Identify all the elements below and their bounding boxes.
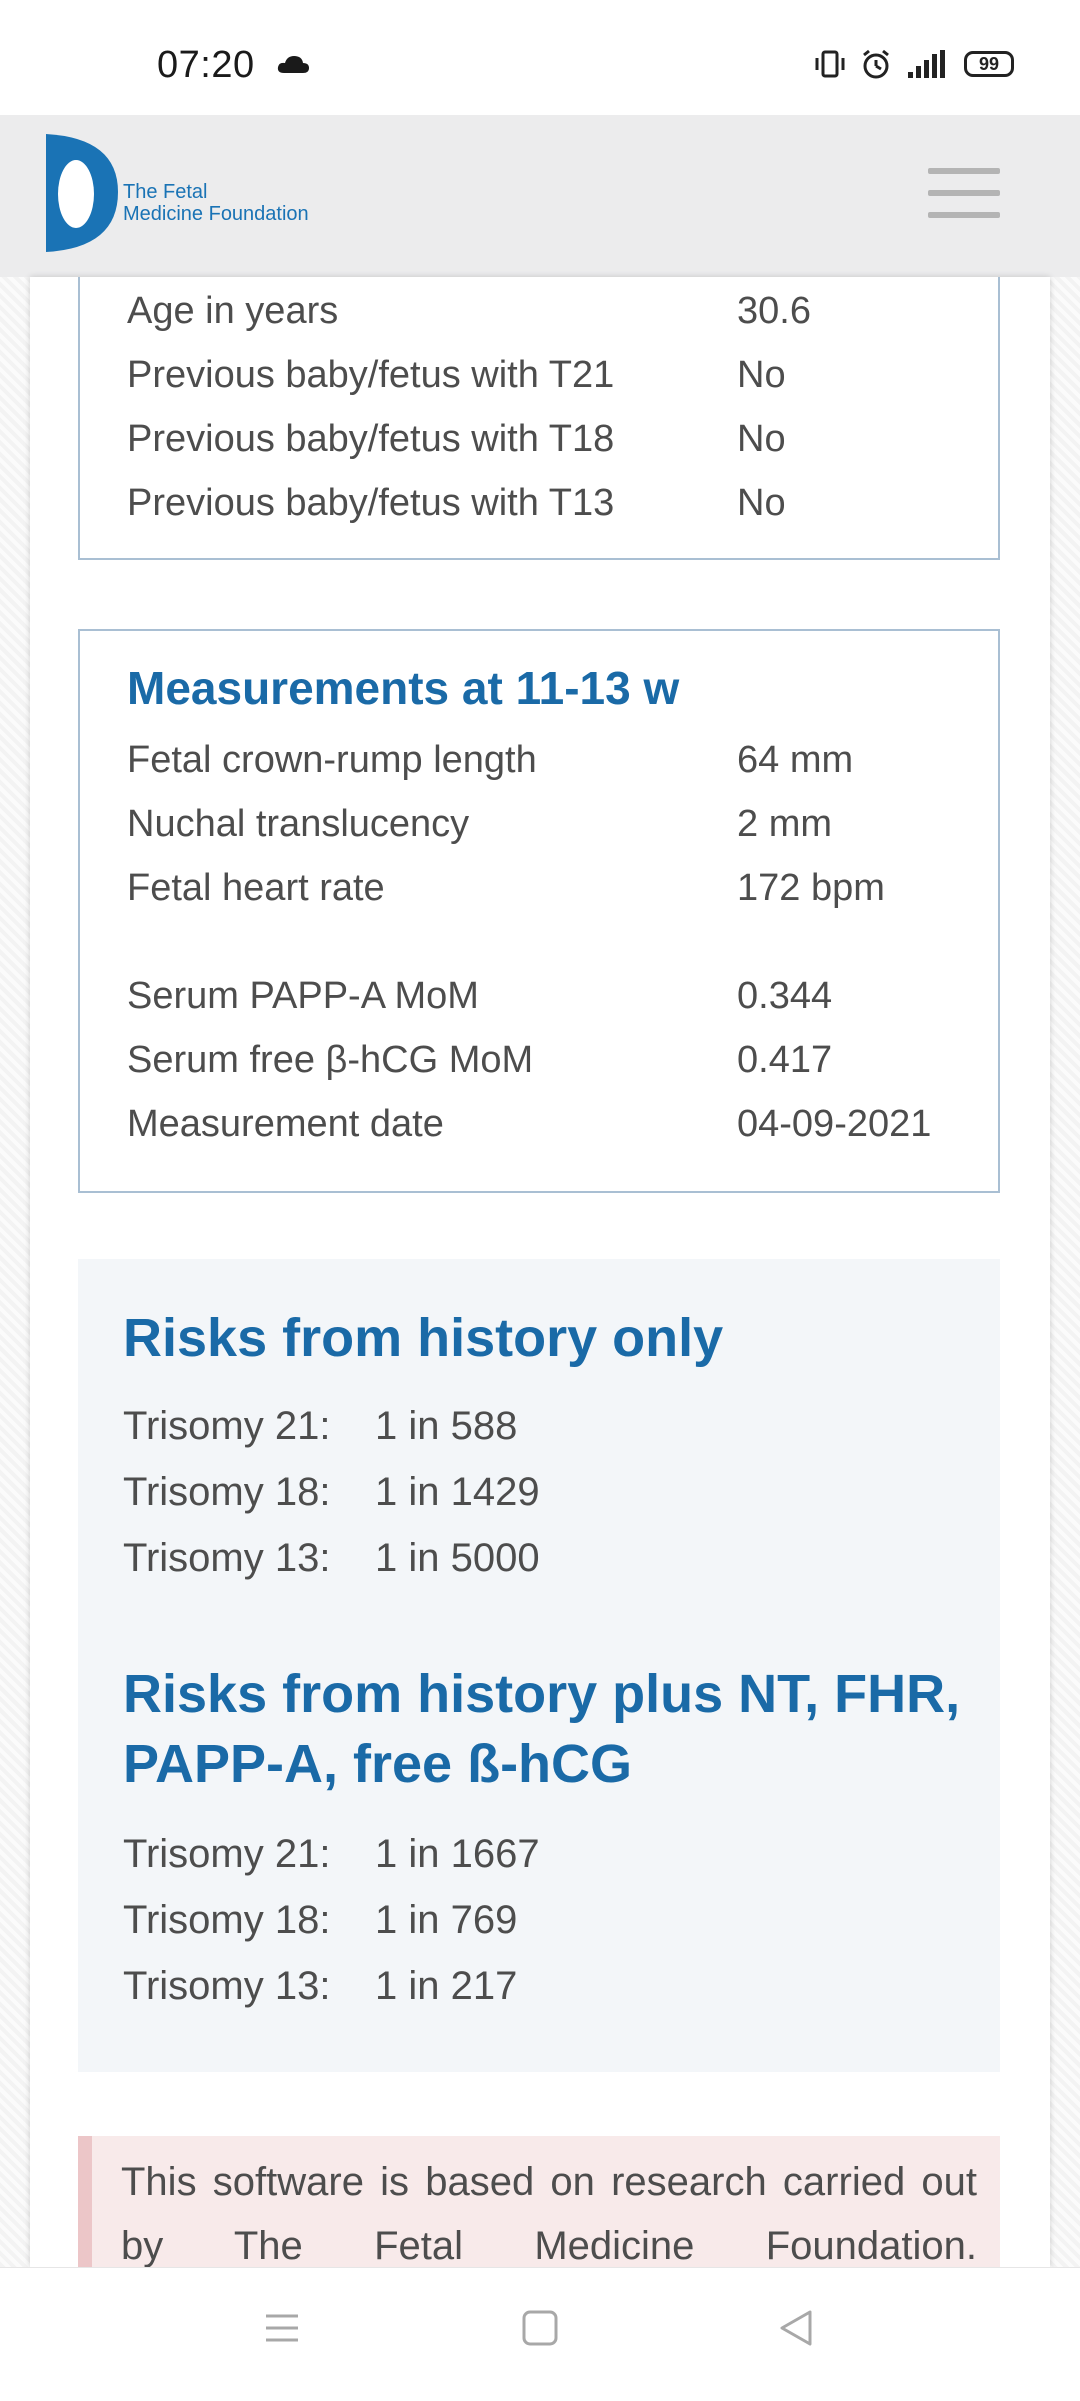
- disclaimer-text: This software is based on research carried out by The Fetal Medicine Foundation.: [121, 2160, 977, 2267]
- risk-label: Trisomy 18:: [123, 1470, 331, 1514]
- history-label: Age in years: [127, 290, 339, 332]
- measurement-value: 2 mm: [737, 803, 832, 845]
- measurement-label: Serum free β-hCG MoM: [127, 1039, 534, 1081]
- history-label: Previous baby/fetus with T21: [127, 354, 615, 396]
- measurements-box: [78, 629, 1000, 1193]
- risk-value: 1 in 1429: [375, 1470, 540, 1514]
- risk-row: [123, 1964, 517, 2009]
- measurement-value: 0.417: [737, 1039, 833, 1081]
- measurement-label: Nuchal translucency: [127, 803, 470, 845]
- risks-combined-title: [123, 1659, 960, 1799]
- logo-line-2: Medicine Foundation: [123, 203, 309, 225]
- logo-line-1: The Fetal: [123, 181, 208, 203]
- menu-bar-icon: [928, 212, 1000, 218]
- history-label: Previous baby/fetus with T18: [127, 418, 615, 460]
- fmf-logo-icon[interactable]: [44, 132, 120, 254]
- risk-value: 1 in 1667: [375, 1832, 540, 1876]
- system-nav-bar: [0, 2267, 1080, 2401]
- disclaimer-box: [78, 2136, 1000, 2267]
- history-value: No: [737, 354, 786, 396]
- risk-label: Trisomy 13:: [123, 1536, 331, 1580]
- risks-combined-title-line-1: Risks from history plus NT, FHR,: [123, 1664, 961, 1724]
- measurement-label: Serum PAPP-A MoM: [127, 975, 479, 1017]
- measurement-value: 172 bpm: [737, 867, 885, 909]
- measurements-title: Measurements at 11-13 w: [127, 662, 680, 714]
- risk-label: Trisomy 21:: [123, 1404, 331, 1448]
- risk-value: 1 in 217: [375, 1964, 518, 2008]
- measurement-value: 04-09-2021: [737, 1103, 932, 1145]
- risk-label: Trisomy 13:: [123, 1964, 331, 2008]
- risk-value: 1 in 769: [375, 1898, 518, 1942]
- status-icons: [814, 48, 1014, 80]
- menu-bar-icon: [928, 168, 1000, 174]
- history-label: Previous baby/fetus with T13: [127, 482, 615, 524]
- signal-icon: [906, 48, 950, 80]
- history-value: No: [737, 418, 786, 460]
- back-triangle-icon[interactable]: [776, 2308, 816, 2348]
- menu-bar-icon: [928, 190, 1000, 196]
- measurement-label: Fetal heart rate: [127, 867, 385, 909]
- risk-label: Trisomy 21:: [123, 1832, 331, 1876]
- risks-combined-title-line-2: PAPP-A, free ß-hCG: [123, 1734, 633, 1794]
- status-time: 07:20: [157, 44, 255, 86]
- menu-icon[interactable]: [262, 2308, 302, 2348]
- risk-row: [123, 1898, 517, 1943]
- main-content[interactable]: [30, 277, 1050, 2267]
- risk-label: Trisomy 18:: [123, 1898, 331, 1942]
- risk-row: [123, 1832, 540, 1877]
- cloud-icon: [276, 54, 310, 74]
- vibrate-icon: [814, 49, 846, 79]
- measurement-label: Fetal crown-rump length: [127, 739, 537, 781]
- history-value: No: [737, 482, 786, 524]
- logo-text: [123, 181, 309, 225]
- alarm-icon: [860, 48, 892, 80]
- risk-results-panel: [78, 1259, 1000, 2072]
- measurement-label: Measurement date: [127, 1103, 444, 1145]
- home-square-icon[interactable]: [520, 2308, 560, 2348]
- risk-value: 1 in 5000: [375, 1536, 540, 1580]
- status-bar: [0, 0, 1080, 115]
- history-value: 30.6: [737, 290, 811, 332]
- measurement-value: 64 mm: [737, 739, 854, 781]
- risk-value: 1 in 588: [375, 1404, 518, 1448]
- risks-history-title: Risks from history only: [123, 1308, 724, 1368]
- hamburger-menu-button[interactable]: [928, 168, 1000, 224]
- risk-row: [123, 1536, 540, 1581]
- risk-row: [123, 1470, 540, 1515]
- measurement-value: 0.344: [737, 975, 833, 1017]
- history-box: [78, 277, 1000, 560]
- battery-icon: 99: [964, 51, 1014, 77]
- risk-row: [123, 1404, 517, 1449]
